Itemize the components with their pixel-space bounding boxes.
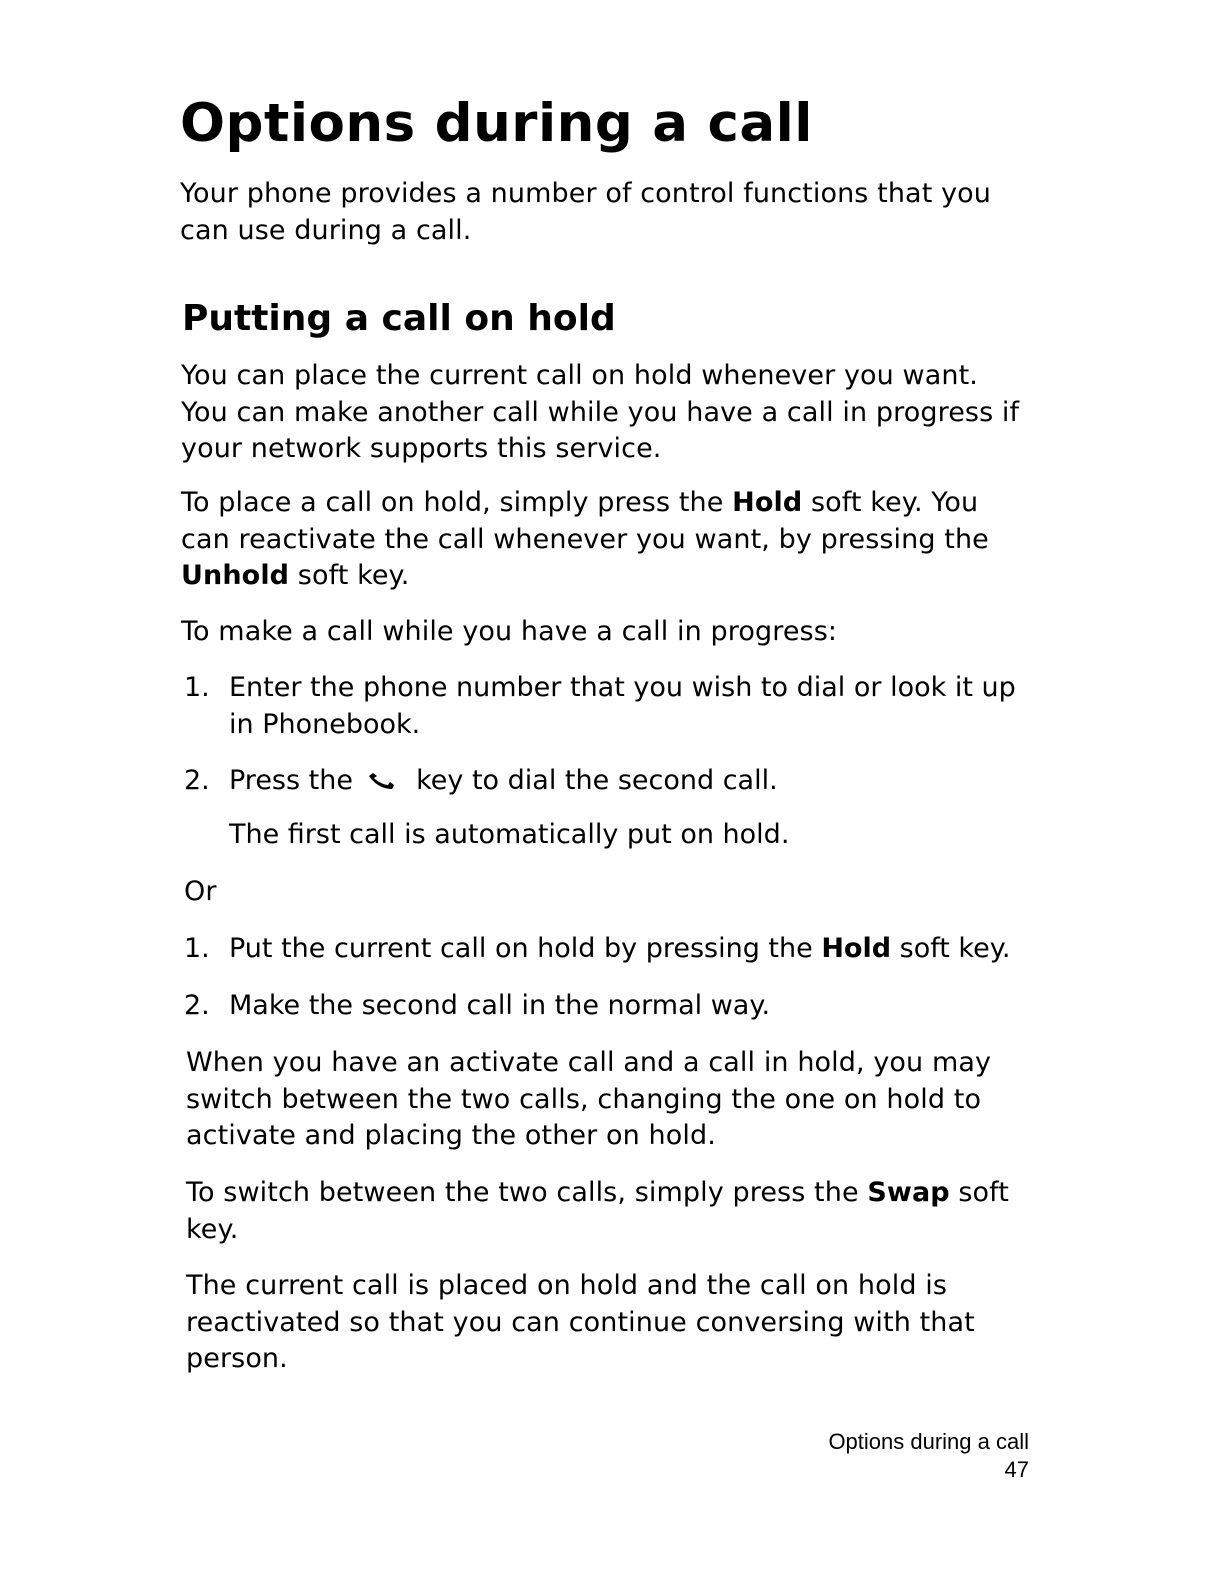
swap-key-label: Swap bbox=[867, 1177, 950, 1208]
switch-description-paragraph: When you have an activate call and a call in hold, you may switch between the two calls, changing the one on hold to activate and placing the other on hold. bbox=[186, 1047, 992, 1151]
swap-instructions-paragraph bbox=[186, 1175, 1026, 1248]
text-segment: soft key. bbox=[891, 933, 1011, 964]
text-segment: Put the current call on hold by pressing the bbox=[229, 933, 822, 964]
footer-section-name: Options during a call bbox=[828, 1429, 1029, 1454]
text-segment: soft key. You can reactivate the call whenever you want, by pressing the bbox=[181, 487, 989, 555]
text-segment: To place a call on hold, simply press the bbox=[181, 487, 733, 518]
footer-page-number: 47 bbox=[1004, 1457, 1029, 1482]
step-text: Make the second call in the normal way. bbox=[229, 990, 771, 1021]
section-heading: Putting a call on hold bbox=[182, 298, 616, 339]
text-segment: soft key. bbox=[186, 1177, 1009, 1245]
or-separator: Or bbox=[184, 876, 217, 907]
text-segment: Press the bbox=[229, 765, 362, 796]
text-segment: key to dial the second call. bbox=[407, 765, 778, 796]
step-number: 1. bbox=[184, 672, 210, 703]
text-segment: To switch between the two calls, simply press the bbox=[186, 1177, 868, 1208]
step-text bbox=[229, 763, 1049, 800]
unhold-key-label: Unhold bbox=[181, 560, 290, 591]
hold-key-label: Hold bbox=[732, 487, 803, 518]
step-text: Enter the phone number that you wish to dial or look it up in Phonebook. bbox=[229, 672, 1016, 740]
step-number: 1. bbox=[184, 933, 210, 964]
page-title: Options during a call bbox=[180, 93, 813, 154]
step-text bbox=[229, 931, 1049, 968]
hold-instructions-paragraph bbox=[181, 485, 1011, 595]
step-number: 2. bbox=[184, 990, 210, 1021]
swap-result-paragraph: The current call is placed on hold and the call on hold is reactivated so that you can continue conversing with that person. bbox=[186, 1270, 975, 1374]
hold-description-paragraph: You can place the current call on hold whenever you want. You can make another call while you have a call in progress if your network supports this service. bbox=[181, 360, 1020, 464]
step-note: The first call is automatically put on hold. bbox=[229, 819, 790, 850]
hold-key-label: Hold bbox=[821, 933, 892, 964]
second-call-intro: To make a call while you have a call in progress: bbox=[181, 616, 838, 647]
text-segment: soft key. bbox=[289, 560, 410, 591]
send-key-icon bbox=[366, 771, 402, 791]
step-number: 2. bbox=[184, 765, 210, 796]
intro-paragraph: Your phone provides a number of control functions that you can use during a call. bbox=[180, 178, 991, 246]
